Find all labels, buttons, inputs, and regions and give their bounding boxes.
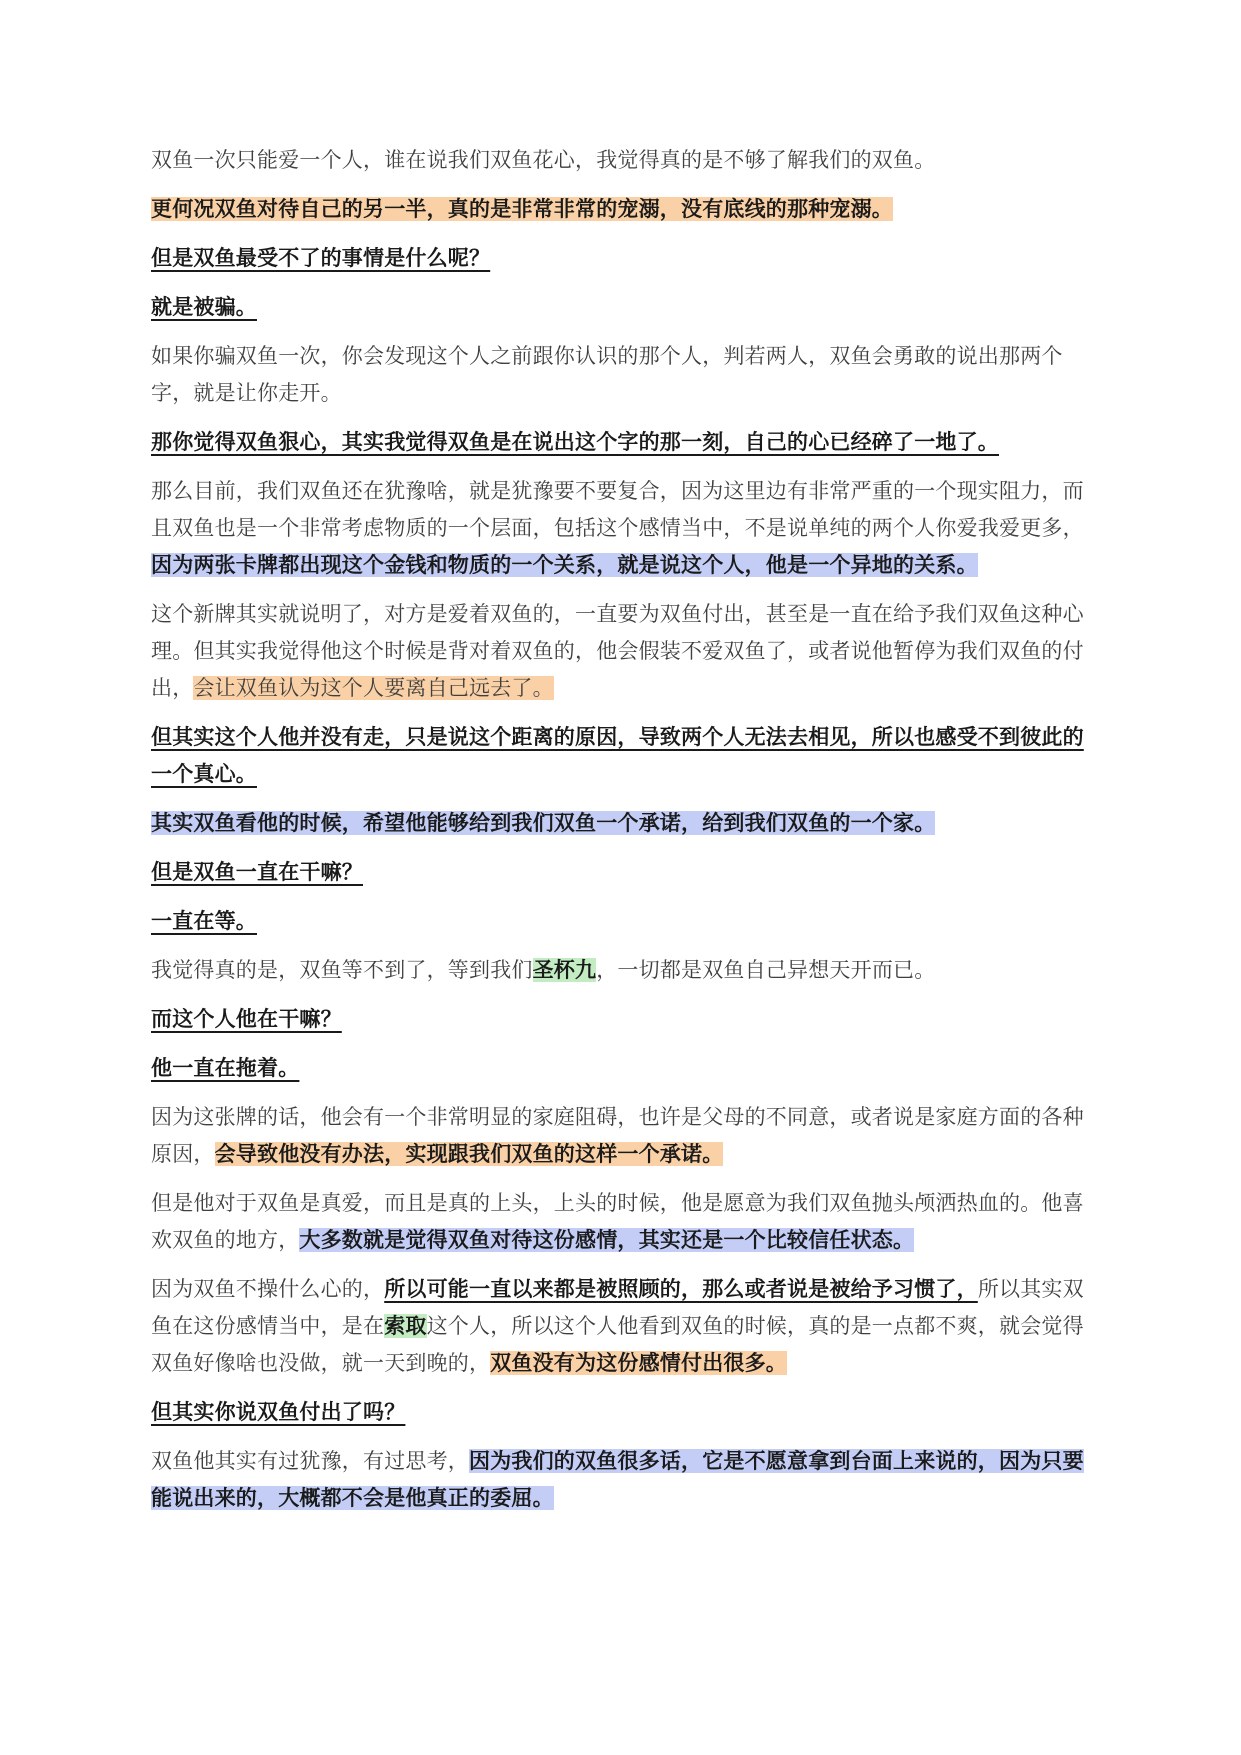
paragraph [151,596,1093,707]
paragraph [151,240,1093,277]
highlighted-text: 大多数就是觉得双鱼对待这份感情，其实还是一个比较信任状态。 [299,1228,915,1252]
paragraph [151,1443,1093,1517]
body-text: 我觉得真的是，双鱼等不到了，等到我们 [151,958,533,982]
bold-text: 他一直在拖着。 [151,1056,300,1080]
bold-text: 所以可能一直以来都是被照顾的，那么或者说是被给予习惯了， [384,1277,978,1301]
paragraph [151,473,1093,584]
bold-text: 那你觉得双鱼狠心，其实我觉得双鱼是在说出这个字的那一刻，自己的心已经碎了一地了。 [151,430,999,454]
highlighted-text: 索取 [384,1314,427,1338]
highlighted-text: 其实双鱼看他的时候，希望他能够给到我们双鱼一个承诺，给到我们双鱼的一个家。 [151,811,936,835]
body-text: 所以其实双鱼在这份感情当中，是在 [151,1277,1084,1338]
paragraph [151,191,1093,228]
paragraph [151,424,1093,461]
highlighted-text: 更何况双鱼对待自己的另一半，真的是非常非常的宠溺，没有底线的那种宠溺。 [151,197,893,221]
paragraph [151,952,1093,989]
paragraph [151,719,1093,793]
paragraph [151,854,1093,891]
bold-text: 但其实这个人他并没有走，只是说这个距离的原因，导致两个人无法去相见，所以也感受不到彼此的一个真心。 [151,725,1084,786]
bold-text: 但是双鱼一直在干嘛？ [151,860,363,884]
bold-text: 就是被骗。 [151,295,257,319]
paragraph [151,1001,1093,1038]
bold-text: 但是双鱼最受不了的事情是什么呢？ [151,246,491,270]
highlighted-text: 双鱼没有为这份感情付出很多。 [490,1351,788,1375]
paragraph [151,142,1093,179]
highlighted-text: 因为我们的双鱼很多话，它是不愿意拿到台面上来说的，因为只要能说出来的，大概都不会是他真正的委屈。 [151,1449,1084,1510]
paragraph [151,1271,1093,1382]
body-text: 因为这张牌的话，他会有一个非常明显的家庭阻碍，也许是父母的不同意，或者说是家庭方面的各种原因， [151,1105,1084,1166]
body-text: 但是他对于双鱼是真爱，而且是真的上头，上头的时候，他是愿意为我们双鱼抛头颅洒热血的。他喜欢双鱼的地方， [151,1191,1084,1252]
body-text: 那么目前，我们双鱼还在犹豫啥，就是犹豫要不要复合，因为这里边有非常严重的一个现实阻力，而且双鱼也是一个非常考虑物质的一个层面，包括这个感情当中，不是说单纯的两个人你爱我爱更多， [151,479,1084,540]
body-text: 这个人，所以这个人他看到双鱼的时候，真的是一点都不爽，就会觉得双鱼好像啥也没做，就一天到晚的， [151,1314,1084,1375]
highlighted-text: 因为两张卡牌都出现这个金钱和物质的一个关系，就是说这个人，他是一个异地的关系。 [151,553,978,577]
body-text: 双鱼他其实有过犹豫，有过思考， [151,1449,469,1473]
bold-text: 一直在等。 [151,909,257,933]
paragraph [151,1050,1093,1087]
document-body [151,142,1093,1529]
highlighted-text: 会让双鱼认为这个人要离自己远去了。 [193,676,554,700]
paragraph [151,1099,1093,1173]
paragraph [151,289,1093,326]
paragraph [151,805,1093,842]
highlighted-text: 会导致他没有办法，实现跟我们双鱼的这样一个承诺。 [214,1142,724,1166]
bold-text: 而这个人他在干嘛？ [151,1007,342,1031]
highlighted-text: 圣杯九 [532,958,597,982]
body-text: 因为双鱼不操什么心的， [151,1277,385,1301]
paragraph [151,903,1093,940]
body-text: 如果你骗双鱼一次，你会发现这个人之前跟你认识的那个人，判若两人，双鱼会勇敢的说出那两个字，就是让你走开。 [151,344,1063,405]
body-text: 这个新牌其实就说明了，对方是爱着双鱼的，一直要为双鱼付出，甚至是一直在给予我们双鱼这种心理。但其实我觉得他这个时候是背对着双鱼的，他会假装不爱双鱼了，或者说他暂停为我们双鱼的付出， [151,602,1084,700]
paragraph [151,1394,1093,1431]
paragraph [151,338,1093,412]
bold-text: 但其实你说双鱼付出了吗？ [151,1400,406,1424]
body-text: 双鱼一次只能爱一个人，谁在说我们双鱼花心，我觉得真的是不够了解我们的双鱼。 [151,148,936,172]
body-text: ，一切都是双鱼自己异想天开而已。 [596,958,936,982]
paragraph [151,1185,1093,1259]
